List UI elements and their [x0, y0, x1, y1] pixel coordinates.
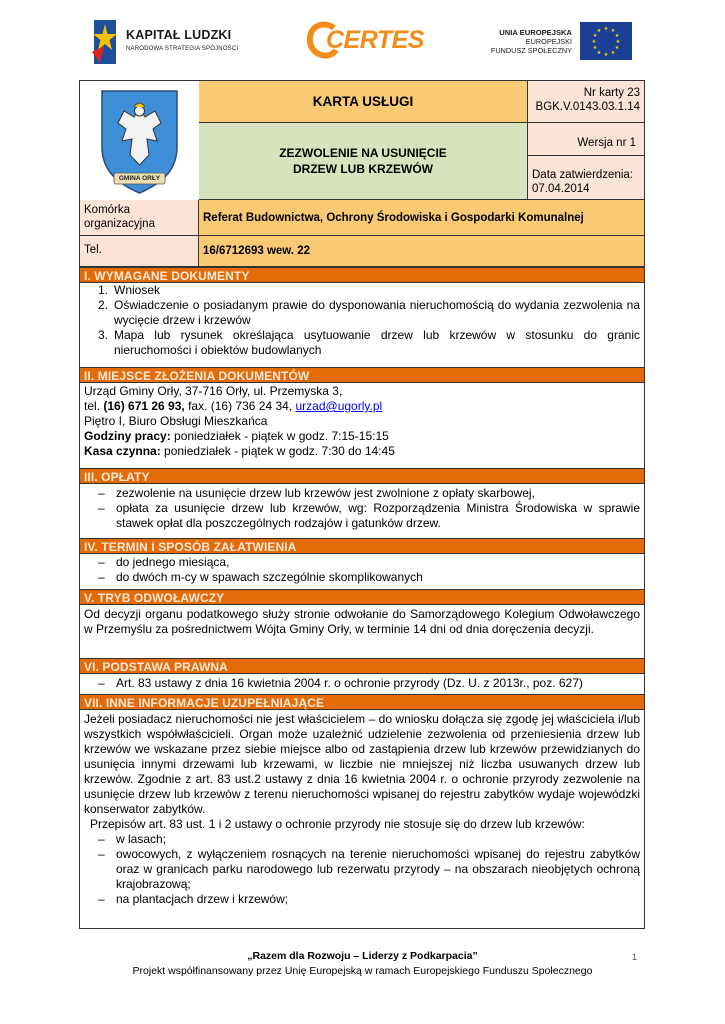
- list-number: 3.: [98, 328, 109, 342]
- card-number: [528, 81, 644, 123]
- office-hours-value: poniedziałek - piątek w godz. 7:15-15:15: [170, 429, 389, 443]
- section-required-documents: I. WYMAGANE DOKUMENTY: [80, 267, 644, 283]
- dash-bullet: –: [98, 892, 105, 906]
- svg-text:★: ★: [596, 50, 602, 56]
- tel-label: Tel.: [80, 236, 199, 267]
- dash-bullet: –: [98, 832, 105, 846]
- list-text: do jednego miesiąca,: [116, 555, 230, 569]
- list-item: [84, 328, 640, 358]
- approval-date-label: Data zatwierdzenia:: [532, 169, 633, 181]
- service-name-line2: DRZEW LUB KRZEWÓW: [293, 162, 433, 176]
- legal-basis: [80, 676, 644, 691]
- additional-info-exceptions: Przepisów art. 83 ust. 1 i 2 ustawy o ochronie przyrody nie stosuje się do drzew lub krzewów:: [90, 817, 585, 831]
- tel-value: 16/6712693 wew. 22: [199, 236, 644, 267]
- list-text: opłata za usunięcie drzew lub krzewów, wg: Rozporządzenia Ministra Środowiska w sprawie stawek opłat dla poszczególnych rodzajów i gatunków drzew.: [116, 501, 640, 530]
- svg-text:★: ★: [592, 45, 598, 51]
- cash-hours-label: Kasa czynna:: [84, 444, 161, 458]
- card-version: Wersja nr 1: [528, 123, 644, 156]
- list-item: [84, 892, 640, 907]
- svg-text:★: ★: [603, 26, 609, 32]
- list-item: [84, 832, 640, 847]
- additional-info-paragraph: Jeżeli posiadacz nieruchomości nie jest właścicielem – do wniosku dołącza się zgodę jej właściciela i/lub wszystkich współwłaścicieli. Organ może uzależnić udzielenie zezwolenia od przeniesienia drzew lub krzewów we wskazane przez siebie miejsce albo od zastąpienia drzew lub krzewów przewidzianych do usunięcia innymi drzewami lub krzewami, w liczbie nie mniejszej niż liczba usuwanych drzew lub krzewów. Zgodnie z art. 83 ust.2 ustawy z dnia 16 kwietnia 2004 r. o ochronie przyrody zezwolenie na usunięcie drzew lub krzewów z terenu nieruchomości wpisanej do rejestru zabytków wydaje wojewódzki konserwator zabytków.: [84, 712, 640, 816]
- page-footer: [0, 949, 725, 979]
- page-number: 1: [632, 952, 638, 962]
- card-number-line1: Nr karty 23: [583, 87, 640, 99]
- office-address: Urząd Gminy Orły, 37-716 Orły, ul. Przemyska 3,: [84, 384, 343, 398]
- list-item: [84, 676, 640, 691]
- dash-bullet: –: [98, 847, 105, 861]
- unit-label: Komórka organizacyjna: [80, 200, 199, 236]
- svg-text:★: ★: [591, 39, 597, 45]
- svg-text:★: ★: [610, 50, 616, 56]
- service-name-line1: ZEZWOLENIE NA USUNIĘCIE: [279, 146, 447, 160]
- card-number-line2: BGK.V.0143.03.1.14: [535, 101, 640, 113]
- footer-slogan: „Razem dla Rozwoju – Liderzy z Podkarpacia”: [247, 950, 478, 962]
- office-hours: [84, 429, 640, 444]
- cash-hours-value: poniedziałek - piątek w godz. 7:30 do 14:45: [160, 444, 395, 458]
- gmina-orly-crest-icon: [80, 81, 199, 200]
- office-hours-label: Godziny pracy:: [84, 429, 171, 443]
- submission-place: [80, 384, 644, 459]
- office-email-link[interactable]: urzad@ugorly.pl: [295, 399, 383, 413]
- section-appeal: V. TRYB ODWOŁAWCZY: [80, 589, 644, 605]
- section-additional-info: VII. INNE INFORMACJE UZUPEŁNIAJĄCE: [80, 694, 644, 710]
- unit-value: Referat Budownictwa, Ochrony Środowiska i Gospodarki Komunalnej: [199, 200, 644, 236]
- fees-list: [80, 486, 644, 531]
- additional-info: [80, 712, 644, 907]
- list-item: [84, 298, 640, 328]
- eu-flag-icon: [580, 22, 632, 60]
- kapital-ludzki-title: KAPITAŁ LUDZKI: [126, 28, 232, 42]
- list-text: w lasach;: [116, 832, 167, 846]
- list-text: Oświadczenie o posiadanym prawie do dysponowania nieruchomością do wydania zezwolenia na wycięcie drzew i krzewów: [114, 298, 640, 327]
- list-item: [84, 555, 640, 570]
- dash-bullet: –: [98, 555, 105, 569]
- crest-cell: [80, 81, 200, 201]
- tel-prefix: tel.: [84, 399, 104, 413]
- svg-text:★: ★: [615, 39, 621, 45]
- documents-list: [80, 283, 644, 358]
- list-item: [84, 486, 640, 501]
- svg-text:★: ★: [614, 45, 620, 51]
- list-item: [84, 847, 640, 892]
- list-text: owocowych, z wyłączeniem rosnących na terenie nieruchomości wpisanej do rejestru zabytków oraz w granicach parku narodowego lub rezerwatu przyrody – na obszarach nieobjętych ochroną krajobrazową;: [116, 847, 640, 891]
- list-number: 2.: [98, 298, 109, 312]
- section-submission-place: II. MIEJSCE ZŁOŻENIA DOKUMENTÓW: [80, 367, 644, 383]
- dash-bullet: –: [98, 676, 105, 690]
- dash-bullet: –: [98, 570, 105, 584]
- header-logos: [0, 14, 725, 70]
- cash-hours: [84, 444, 640, 459]
- section-legal-basis: VI. PODSTAWA PRAWNA: [80, 658, 644, 674]
- kapital-ludzki-subtitle: NARODOWA STRATEGIA SPÓJNOŚCI: [126, 46, 239, 52]
- eu-logo: [476, 18, 636, 68]
- list-text: zezwolenie na usunięcie drzew lub krzewów jest zwolnione z opłaty skarbowej,: [116, 486, 535, 500]
- svg-text:★: ★: [592, 33, 598, 39]
- list-text: na plantacjach drzew i krzewów;: [116, 892, 289, 906]
- list-text: Wniosek: [114, 283, 161, 297]
- office-floor: Piętro I, Biuro Obsługi Mieszkańca: [84, 414, 268, 428]
- approval-date-value: 07.04.2014: [532, 183, 590, 195]
- list-text: do dwóch m-cy w spawach szczególnie skomplikowanych: [116, 570, 423, 584]
- svg-text:★: ★: [603, 52, 609, 58]
- kapital-ludzki-star-icon: [88, 18, 122, 66]
- eu-text: [478, 28, 572, 55]
- footer-project: Projekt współfinansowany przez Unię Europejską w ramach Europejskiego Funduszu Społecznego: [132, 965, 593, 977]
- crest-caption: GMINA ORŁY: [118, 175, 161, 182]
- list-text: Mapa lub rysunek określająca usytuowanie drzew lub krzewów w stosunku do granic nieruchomości i obiektów budowlanych: [114, 328, 640, 357]
- section-deadline: IV. TERMIN I SPOSÓB ZAŁATWIENIA: [80, 538, 644, 554]
- svg-text:★: ★: [610, 28, 616, 34]
- list-item: [84, 501, 640, 531]
- deadline-list: [80, 555, 644, 585]
- kapital-ludzki-logo: [88, 18, 248, 68]
- office-fax: fax. (16) 736 24 34,: [184, 399, 296, 413]
- certes-wordmark: CERTES: [326, 26, 424, 54]
- eu-text-line1: UNIA EUROPEJSKA: [499, 28, 572, 37]
- list-item: [84, 283, 640, 298]
- list-number: 1.: [98, 283, 109, 297]
- list-item: [84, 570, 640, 585]
- office-phone: (16) 671 26 93,: [103, 399, 185, 413]
- section-fees: III. OPŁATY: [80, 468, 644, 484]
- card-title: KARTA USŁUGI: [199, 81, 528, 123]
- dash-bullet: –: [98, 501, 105, 515]
- svg-text:★: ★: [596, 28, 602, 34]
- certes-logo: [306, 20, 424, 64]
- eu-text-line3: FUNDUSZ SPOŁECZNY: [490, 46, 572, 55]
- appeal-text: Od decyzji organu podatkowego służy stronie odwołanie do Samorządowego Kolegium Odwoławczego w Przemyślu za pośrednictwem Wójta Gminy Orły, w terminie 14 dni od dnia doręczenia decyzji.: [84, 607, 640, 636]
- service-name: [199, 123, 528, 200]
- service-card: [79, 80, 645, 929]
- approval-date: [528, 156, 644, 200]
- eu-text-line2: EUROPEJSKI: [525, 37, 572, 46]
- dash-bullet: –: [98, 486, 105, 500]
- svg-text:★: ★: [614, 33, 620, 39]
- list-text: Art. 83 ustawy z dnia 16 kwietnia 2004 r. o ochronie przyrody (Dz. U. z 2013r., poz. 627): [116, 676, 583, 690]
- office-contact: [84, 399, 640, 414]
